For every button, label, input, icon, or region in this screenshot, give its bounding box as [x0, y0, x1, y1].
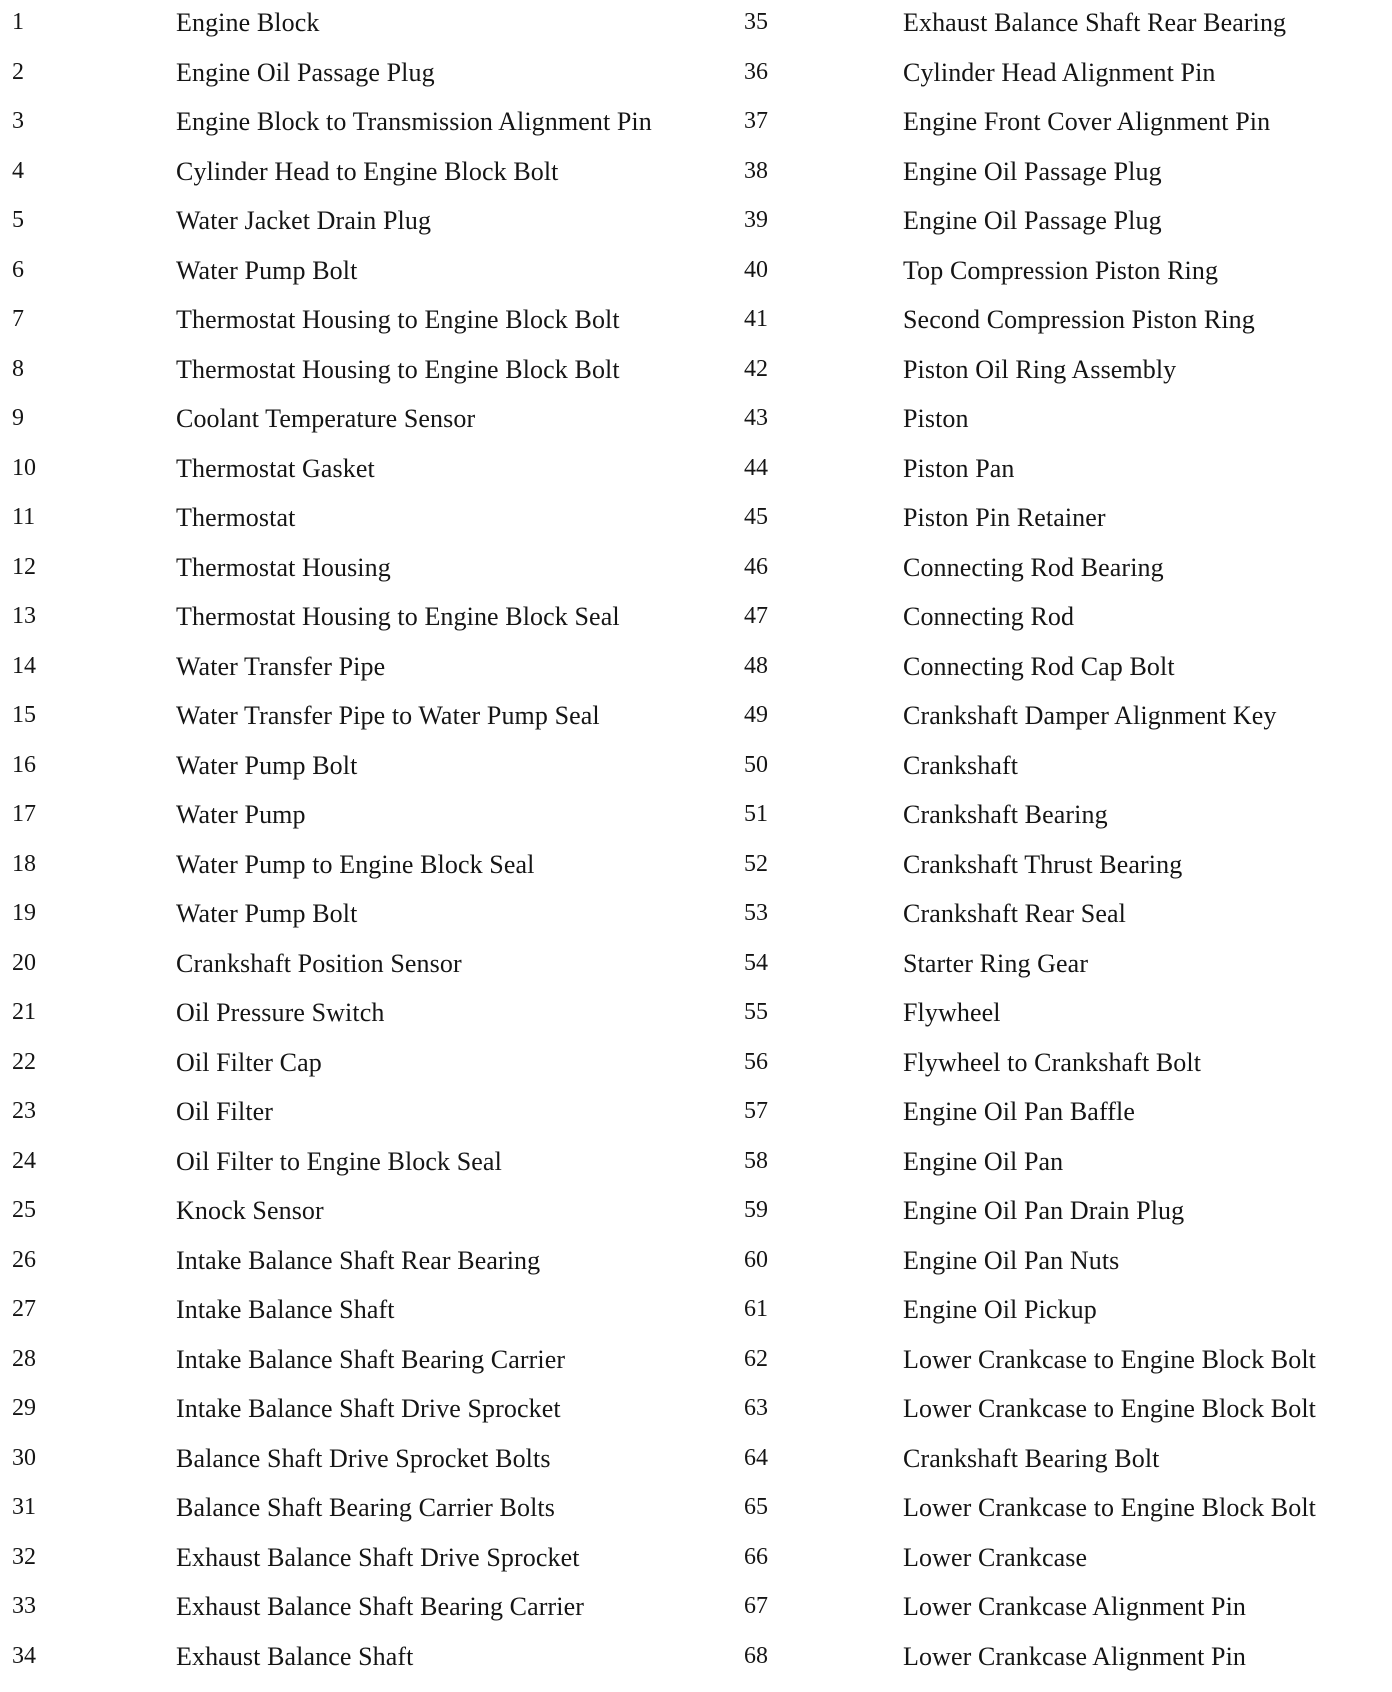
part-name: Thermostat Housing to Engine Block Bolt — [176, 354, 620, 384]
part-number: 64 — [744, 1444, 768, 1471]
part-name: Crankshaft Thrust Bearing — [903, 849, 1183, 879]
part-number: 50 — [744, 751, 768, 778]
part-name: Oil Filter to Engine Block Seal — [176, 1146, 502, 1176]
part-number: 25 — [12, 1197, 36, 1223]
part-name: Exhaust Balance Shaft Rear Bearing — [903, 8, 1287, 37]
part-name: Exhaust Balance Shaft Bearing Carrier — [176, 1592, 584, 1621]
part-name: Water Pump — [176, 800, 306, 829]
part-number: 4 — [12, 157, 24, 184]
part-number: 30 — [12, 1444, 36, 1471]
part-number: 29 — [12, 1395, 36, 1421]
part-name: Intake Balance Shaft Drive Sprocket — [176, 1394, 561, 1423]
part-number: 6 — [12, 256, 24, 283]
part-number: 21 — [12, 999, 36, 1025]
part-number: 44 — [744, 454, 768, 481]
part-number: 60 — [744, 1246, 768, 1273]
part-number: 14 — [12, 652, 36, 679]
part-number: 28 — [12, 1345, 36, 1372]
part-number: 68 — [744, 1642, 768, 1669]
part-number: 65 — [744, 1494, 768, 1520]
part-name: Engine Oil Passage Plug — [903, 206, 1162, 235]
part-number: 1 — [12, 9, 24, 35]
part-name: Oil Filter — [176, 1097, 274, 1126]
part-name: Lower Crankcase to Engine Block Bolt — [903, 1394, 1316, 1423]
part-number: 9 — [12, 405, 24, 431]
part-number: 43 — [744, 405, 768, 431]
part-name: Piston Oil Ring Assembly — [903, 354, 1177, 384]
part-number: 17 — [12, 801, 36, 827]
part-number: 32 — [12, 1543, 36, 1570]
part-name: Balance Shaft Bearing Carrier Bolts — [176, 1493, 555, 1522]
part-name: Crankshaft Rear Seal — [903, 899, 1126, 928]
part-name: Crankshaft — [903, 750, 1019, 780]
part-name: Crankshaft Bearing Bolt — [903, 1443, 1160, 1473]
part-name: Water Transfer Pipe to Water Pump Seal — [176, 701, 600, 730]
part-name: Lower Crankcase Alignment Pin — [903, 1641, 1246, 1671]
part-name: Connecting Rod — [903, 602, 1075, 631]
part-name: Lower Crankcase Alignment Pin — [903, 1592, 1246, 1621]
part-name: Piston Pin Retainer — [903, 503, 1106, 532]
part-name: Oil Pressure Switch — [176, 998, 385, 1027]
part-name: Flywheel to Crankshaft Bolt — [903, 1047, 1202, 1077]
part-number: 20 — [12, 949, 36, 976]
part-number: 40 — [744, 256, 768, 283]
part-name: Engine Oil Passage Plug — [903, 156, 1162, 186]
part-number: 12 — [12, 553, 36, 580]
part-name: Coolant Temperature Sensor — [176, 404, 476, 433]
part-number: 62 — [744, 1345, 768, 1372]
part-number: 51 — [744, 801, 768, 827]
part-name: Crankshaft Bearing — [903, 800, 1108, 829]
part-number: 54 — [744, 949, 768, 976]
part-number: 34 — [12, 1642, 36, 1669]
part-number: 46 — [744, 553, 768, 580]
part-number: 37 — [744, 108, 768, 134]
part-number: 61 — [744, 1296, 768, 1322]
part-name: Water Transfer Pipe — [176, 651, 386, 681]
part-name: Connecting Rod Bearing — [903, 552, 1164, 582]
part-name: Piston Pan — [903, 453, 1015, 483]
part-name: Water Jacket Drain Plug — [176, 206, 432, 235]
part-name: Engine Oil Pan Drain Plug — [903, 1196, 1185, 1225]
part-name: Intake Balance Shaft Rear Bearing — [176, 1245, 541, 1275]
part-name: Piston — [903, 404, 969, 433]
part-name: Crankshaft Damper Alignment Key — [903, 701, 1277, 730]
part-number: 47 — [744, 603, 768, 629]
part-number: 23 — [12, 1098, 36, 1124]
part-name: Thermostat — [176, 503, 296, 532]
part-number: 49 — [744, 702, 768, 728]
part-number: 55 — [744, 999, 768, 1025]
part-number: 38 — [744, 157, 768, 184]
part-name: Knock Sensor — [176, 1196, 324, 1225]
part-name: Exhaust Balance Shaft Drive Sprocket — [176, 1542, 580, 1572]
part-number: 59 — [744, 1197, 768, 1223]
part-name: Crankshaft Position Sensor — [176, 948, 462, 978]
part-number: 56 — [744, 1048, 768, 1075]
part-name: Engine Front Cover Alignment Pin — [903, 107, 1271, 136]
part-number: 45 — [744, 504, 768, 530]
part-number: 7 — [12, 306, 24, 332]
part-name: Oil Filter Cap — [176, 1047, 322, 1077]
part-number: 52 — [744, 850, 768, 877]
part-number: 5 — [12, 207, 24, 233]
part-name: Second Compression Piston Ring — [903, 305, 1255, 334]
part-number: 15 — [12, 702, 36, 728]
part-name: Thermostat Housing — [176, 552, 391, 582]
part-number: 22 — [12, 1048, 36, 1075]
part-number: 67 — [744, 1593, 768, 1619]
part-name: Balance Shaft Drive Sprocket Bolts — [176, 1443, 551, 1473]
part-name: Flywheel — [903, 998, 1001, 1027]
part-number: 18 — [12, 850, 36, 877]
part-number: 48 — [744, 652, 768, 679]
part-number: 58 — [744, 1147, 768, 1174]
part-name: Lower Crankcase — [903, 1542, 1088, 1572]
part-number: 57 — [744, 1098, 768, 1124]
part-name: Engine Oil Passage Plug — [176, 57, 435, 87]
part-number: 33 — [12, 1593, 36, 1619]
part-number: 11 — [12, 504, 36, 530]
part-name: Thermostat Gasket — [176, 453, 375, 483]
part-number: 42 — [744, 355, 768, 382]
part-number: 41 — [744, 306, 768, 332]
part-name: Cylinder Head to Engine Block Bolt — [176, 156, 559, 186]
part-name: Thermostat Housing to Engine Block Seal — [176, 602, 620, 631]
part-name: Engine Block — [176, 8, 320, 37]
part-number: 8 — [12, 355, 24, 382]
part-name: Thermostat Housing to Engine Block Bolt — [176, 305, 620, 334]
part-name: Lower Crankcase to Engine Block Bolt — [903, 1344, 1316, 1374]
part-name: Starter Ring Gear — [903, 948, 1089, 978]
part-number: 10 — [12, 454, 36, 481]
part-name: Water Pump Bolt — [176, 750, 358, 780]
part-number: 31 — [12, 1494, 36, 1520]
part-number: 35 — [744, 9, 768, 35]
part-number: 3 — [12, 108, 24, 134]
part-name: Top Compression Piston Ring — [903, 255, 1219, 285]
part-number: 63 — [744, 1395, 768, 1421]
part-name: Water Pump Bolt — [176, 255, 358, 285]
part-name: Intake Balance Shaft Bearing Carrier — [176, 1344, 566, 1374]
part-number: 24 — [12, 1147, 36, 1174]
part-number: 26 — [12, 1246, 36, 1273]
part-name: Cylinder Head Alignment Pin — [903, 57, 1216, 87]
part-number: 36 — [744, 58, 768, 85]
part-number: 27 — [12, 1296, 36, 1322]
part-name: Engine Oil Pan Baffle — [903, 1097, 1135, 1126]
part-name: Intake Balance Shaft — [176, 1295, 395, 1324]
part-number: 16 — [12, 751, 36, 778]
part-name: Engine Block to Transmission Alignment Pin — [176, 107, 652, 136]
part-name: Water Pump Bolt — [176, 899, 358, 928]
part-name: Engine Oil Pan — [903, 1146, 1064, 1176]
part-name: Water Pump to Engine Block Seal — [176, 849, 535, 879]
part-name: Engine Oil Pan Nuts — [903, 1245, 1120, 1275]
part-name: Connecting Rod Cap Bolt — [903, 651, 1175, 681]
part-number: 2 — [12, 58, 24, 85]
part-name: Engine Oil Pickup — [903, 1295, 1097, 1324]
part-number: 19 — [12, 900, 36, 926]
part-name: Lower Crankcase to Engine Block Bolt — [903, 1493, 1316, 1522]
part-number: 39 — [744, 207, 768, 233]
part-number: 13 — [12, 603, 36, 629]
part-number: 66 — [744, 1543, 768, 1570]
part-name: Exhaust Balance Shaft — [176, 1641, 414, 1671]
part-number: 53 — [744, 900, 768, 926]
